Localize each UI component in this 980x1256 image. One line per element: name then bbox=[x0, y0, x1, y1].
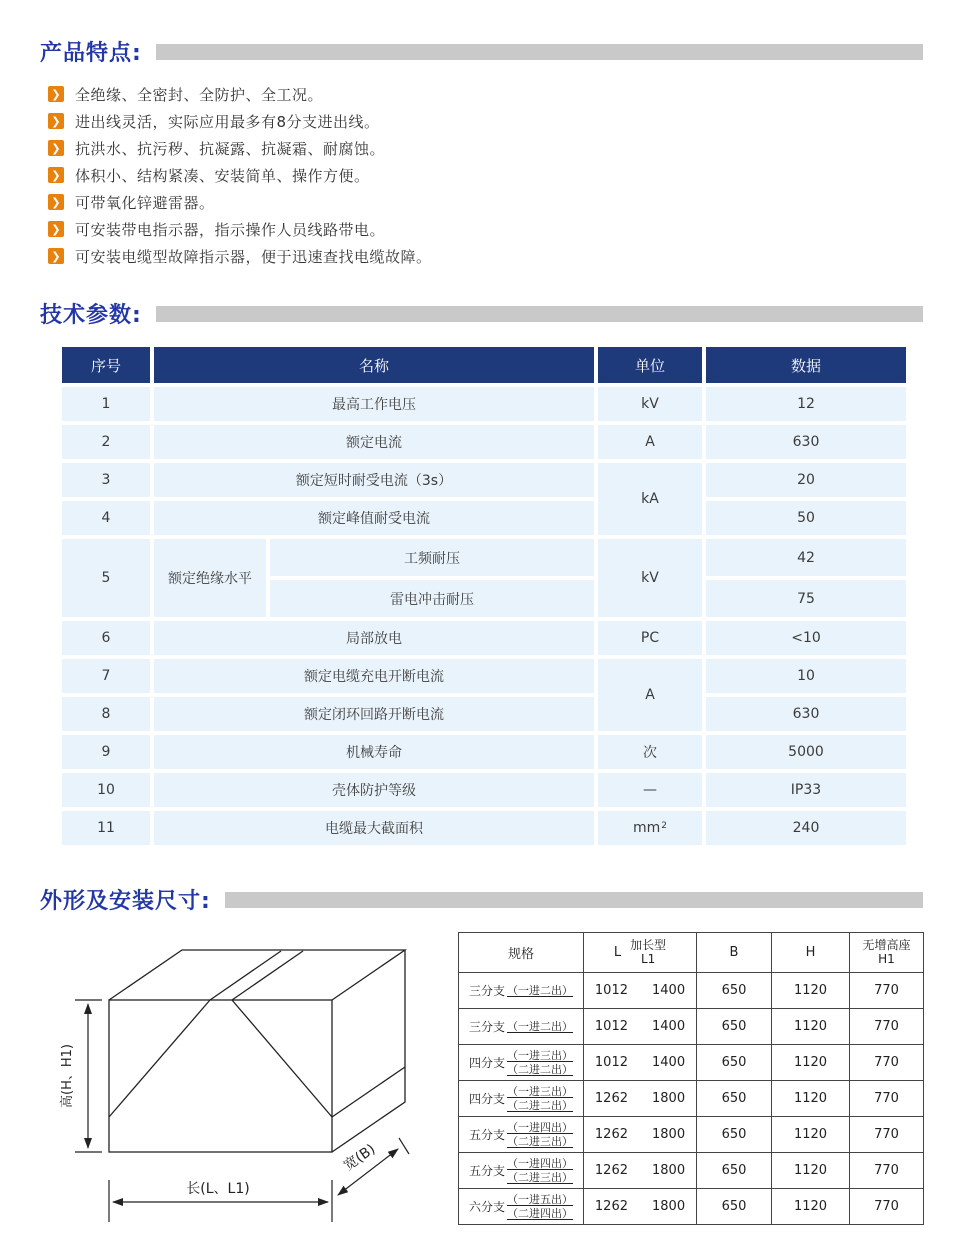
cell-name: 局部放电 bbox=[154, 621, 594, 655]
cell-data: IP33 bbox=[706, 773, 906, 807]
feature-list bbox=[48, 86, 432, 275]
cell-name: 机械寿命 bbox=[154, 735, 594, 769]
feature-text: 可安装电缆型故障指示器，便于迅速查找电缆故障。 bbox=[75, 247, 432, 266]
val-h: 1120 bbox=[772, 1081, 850, 1117]
section-bar bbox=[156, 306, 923, 322]
val-l: 1012 bbox=[594, 1019, 628, 1034]
header-h1-top: 无增高座 bbox=[862, 937, 911, 952]
header-l: L bbox=[613, 945, 622, 960]
table-row bbox=[459, 1081, 924, 1117]
cell-name: 额定闭环回路开断电流 bbox=[154, 697, 594, 731]
list-item bbox=[48, 194, 432, 210]
cell-data: 75 bbox=[706, 580, 906, 617]
spec-prefix: 六分支 bbox=[468, 1200, 505, 1214]
val-l1: 1400 bbox=[652, 1055, 686, 1070]
cell-no: 8 bbox=[62, 697, 150, 731]
spec-prefix: 三分支 bbox=[468, 1020, 505, 1034]
table-row bbox=[459, 1189, 924, 1225]
cell-data: 42 bbox=[706, 539, 906, 576]
cell-no: 2 bbox=[62, 425, 150, 459]
cell-no: 3 bbox=[62, 463, 150, 497]
spec-prefix: 三分支 bbox=[468, 984, 505, 998]
unit-sup: 2 bbox=[661, 821, 667, 831]
cell-data: 240 bbox=[706, 811, 906, 845]
cell-subname: 雷电冲击耐压 bbox=[270, 580, 594, 617]
spec-paren: （二进三出） bbox=[507, 1134, 573, 1148]
section-tech-header bbox=[40, 298, 923, 329]
col-header-b: B bbox=[697, 933, 772, 973]
chevron-right-icon: ❯ bbox=[48, 221, 64, 237]
feature-text: 可带氧化锌避雷器。 bbox=[75, 193, 215, 212]
cell-no: 6 bbox=[62, 621, 150, 655]
val-h: 1120 bbox=[772, 1009, 850, 1045]
chevron-right-icon: ❯ bbox=[48, 194, 64, 210]
cell-unit-mm2 bbox=[598, 811, 702, 845]
cell-unit: kV bbox=[598, 387, 702, 421]
val-h1: 770 bbox=[850, 1009, 924, 1045]
val-h1: 770 bbox=[850, 1153, 924, 1189]
chevron-right-icon: ❯ bbox=[48, 113, 64, 129]
chevron-right-icon: ❯ bbox=[48, 86, 64, 102]
val-b: 650 bbox=[697, 1117, 772, 1153]
col-header-name: 名称 bbox=[154, 347, 594, 383]
val-b: 650 bbox=[697, 1189, 772, 1225]
feature-text: 体积小、结构紧凑、安装简单、操作方便。 bbox=[75, 166, 370, 185]
table-row bbox=[459, 1045, 924, 1081]
spec-paren: （一进二出） bbox=[507, 983, 573, 997]
cell-data: 12 bbox=[706, 387, 906, 421]
cell-no: 10 bbox=[62, 773, 150, 807]
length-dimension-label: 长(L、L1) bbox=[186, 1181, 250, 1197]
box-outline bbox=[109, 950, 405, 1152]
cell-data: 50 bbox=[706, 501, 906, 535]
spec-paren: （一进五出） bbox=[507, 1193, 573, 1207]
feature-text: 可安装带电指示器，指示操作人员线路带电。 bbox=[75, 220, 386, 239]
val-l: 1262 bbox=[594, 1127, 628, 1142]
section-features-header bbox=[40, 36, 923, 67]
spec-paren: （一进二出） bbox=[507, 1019, 573, 1033]
cell-no-merged: 5 bbox=[62, 539, 150, 617]
col-header-unit: 单位 bbox=[598, 347, 702, 383]
spec-prefix: 四分支 bbox=[468, 1092, 505, 1106]
cell-unit-merged: kA bbox=[598, 463, 702, 535]
section-dims-header bbox=[40, 884, 923, 915]
val-h: 1120 bbox=[772, 1153, 850, 1189]
val-l: 1012 bbox=[594, 983, 628, 998]
val-b: 650 bbox=[697, 1153, 772, 1189]
cell-data: 20 bbox=[706, 463, 906, 497]
val-h1: 770 bbox=[850, 1117, 924, 1153]
feature-text: 全绝缘、全密封、全防护、全工况。 bbox=[75, 85, 324, 104]
cell-no: 11 bbox=[62, 811, 150, 845]
val-l: 1262 bbox=[594, 1199, 628, 1214]
val-l1: 1800 bbox=[652, 1163, 686, 1178]
chevron-right-icon: ❯ bbox=[48, 167, 64, 183]
val-l1: 1800 bbox=[652, 1091, 686, 1106]
width-dimension-label: 宽(B) bbox=[340, 1141, 379, 1175]
spec-paren: （二进四出） bbox=[507, 1206, 573, 1220]
cell-data: 630 bbox=[706, 425, 906, 459]
val-l: 1262 bbox=[594, 1163, 628, 1178]
val-l1: 1400 bbox=[652, 983, 686, 998]
cell-no: 1 bbox=[62, 387, 150, 421]
cell-unit: A bbox=[598, 425, 702, 459]
header-h1: H1 bbox=[878, 951, 895, 966]
table-header-row bbox=[459, 933, 924, 973]
val-h: 1120 bbox=[772, 1045, 850, 1081]
dimension-table bbox=[458, 932, 924, 1225]
val-l1: 1800 bbox=[652, 1127, 686, 1142]
feature-text: 抗洪水、抗污秽、抗凝露、抗凝霜、耐腐蚀。 bbox=[75, 139, 386, 158]
spec-prefix: 五分支 bbox=[468, 1128, 505, 1142]
list-item bbox=[48, 248, 432, 264]
val-h: 1120 bbox=[772, 973, 850, 1009]
page-title: 产品特点: bbox=[40, 41, 142, 66]
spec-paren: （二进二出） bbox=[507, 1062, 573, 1076]
table-row bbox=[459, 1117, 924, 1153]
feature-text: 进出线灵活，实际应用最多有8分支进出线。 bbox=[75, 112, 380, 131]
cell-data: 10 bbox=[706, 659, 906, 693]
val-h: 1120 bbox=[772, 1189, 850, 1225]
val-l: 1262 bbox=[594, 1091, 628, 1106]
cell-data: 630 bbox=[706, 697, 906, 731]
col-header-spec: 规格 bbox=[459, 933, 584, 973]
cell-name: 电缆最大截面积 bbox=[154, 811, 594, 845]
val-h: 1120 bbox=[772, 1117, 850, 1153]
cell-name: 额定短时耐受电流（3s） bbox=[154, 463, 594, 497]
spec-prefix: 五分支 bbox=[468, 1164, 505, 1178]
spec-paren: （一进三出） bbox=[507, 1085, 573, 1099]
cell-unit-merged: A bbox=[598, 659, 702, 731]
col-header-length bbox=[584, 933, 697, 973]
table-row bbox=[459, 1009, 924, 1045]
table-row bbox=[459, 1153, 924, 1189]
height-dimension-label: 高(H、H1) bbox=[60, 1044, 75, 1108]
header-l1-top: 加长型 bbox=[630, 937, 667, 952]
col-header-h: H bbox=[772, 933, 850, 973]
col-header-no: 序号 bbox=[62, 347, 150, 383]
cell-no: 9 bbox=[62, 735, 150, 769]
spec-paren: （二进二出） bbox=[507, 1098, 573, 1112]
cell-subname: 工频耐压 bbox=[270, 539, 594, 576]
spec-paren: （二进三出） bbox=[507, 1170, 573, 1184]
val-h1: 770 bbox=[850, 1189, 924, 1225]
val-l: 1012 bbox=[594, 1055, 628, 1070]
list-item bbox=[48, 113, 432, 129]
cell-unit: — bbox=[598, 773, 702, 807]
list-item bbox=[48, 86, 432, 102]
cell-name: 最高工作电压 bbox=[154, 387, 594, 421]
cell-group-merged: 额定绝缘水平 bbox=[154, 539, 266, 617]
cell-unit: 次 bbox=[598, 735, 702, 769]
val-b: 650 bbox=[697, 1045, 772, 1081]
table-row bbox=[459, 973, 924, 1009]
val-h1: 770 bbox=[850, 973, 924, 1009]
cell-data: <10 bbox=[706, 621, 906, 655]
val-b: 650 bbox=[697, 1081, 772, 1117]
section-bar bbox=[156, 44, 923, 60]
cell-name: 额定电缆充电开断电流 bbox=[154, 659, 594, 693]
list-item bbox=[48, 140, 432, 156]
chevron-right-icon: ❯ bbox=[48, 140, 64, 156]
cell-data: 5000 bbox=[706, 735, 906, 769]
cell-unit-merged: kV bbox=[598, 539, 702, 617]
spec-paren: （一进四出） bbox=[507, 1121, 573, 1135]
spec-paren: （一进三出） bbox=[507, 1049, 573, 1063]
cell-name: 额定电流 bbox=[154, 425, 594, 459]
spec-paren: （一进四出） bbox=[507, 1157, 573, 1171]
val-l1: 1800 bbox=[652, 1199, 686, 1214]
cell-unit: PC bbox=[598, 621, 702, 655]
section-title: 外形及安装尺寸: bbox=[40, 889, 211, 914]
col-header-h1 bbox=[850, 933, 924, 973]
dimension-diagram bbox=[55, 930, 455, 1250]
list-item bbox=[48, 221, 432, 237]
val-b: 650 bbox=[697, 1009, 772, 1045]
section-bar bbox=[225, 892, 923, 908]
cell-no: 7 bbox=[62, 659, 150, 693]
cell-no: 4 bbox=[62, 501, 150, 535]
section-title: 技术参数: bbox=[40, 303, 142, 328]
val-h1: 770 bbox=[850, 1045, 924, 1081]
tech-parameters-table bbox=[62, 347, 906, 845]
unit-base: mm bbox=[632, 820, 661, 836]
cell-name: 壳体防护等级 bbox=[154, 773, 594, 807]
val-l1: 1400 bbox=[652, 1019, 686, 1034]
val-h1: 770 bbox=[850, 1081, 924, 1117]
header-l1: L1 bbox=[640, 951, 656, 966]
list-item bbox=[48, 167, 432, 183]
spec-prefix: 四分支 bbox=[468, 1056, 505, 1070]
cell-name: 额定峰值耐受电流 bbox=[154, 501, 594, 535]
chevron-right-icon: ❯ bbox=[48, 248, 64, 264]
val-b: 650 bbox=[697, 973, 772, 1009]
col-header-data: 数据 bbox=[706, 347, 906, 383]
